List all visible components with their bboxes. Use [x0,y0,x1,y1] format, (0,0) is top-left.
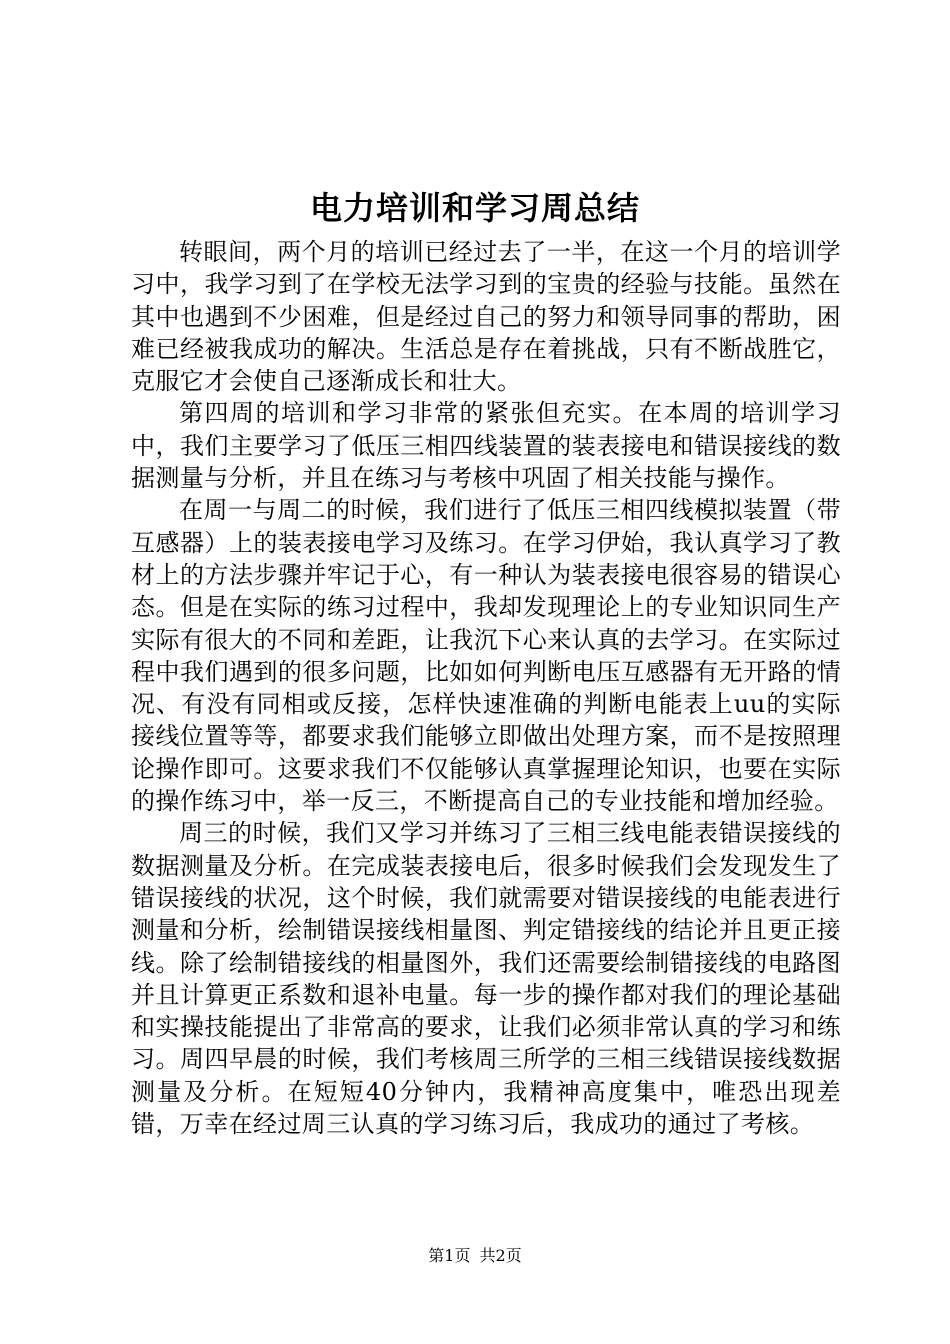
paragraph-4: 周三的时候，我们又学习并练习了三相三线电能表错误接线的数据测量及分析。在完成装表接电后，很多时候我们会发现发生了错误接线的状况，这个时候，我们就需要对错误接线的电能表进行测量和分析，绘制错误接线相量图、判定错接线的结论并且更正接线。除了绘制错接线的相量图外，我们还需要绘制错接线的电路图并且计算更正系数和退补电量。每一步的操作都对我们的理论基础和实操技能提出了非常高的要求，让我们必须非常认真的学习和练习。周四早晨的时候，我们考核周三所学的三相三线错误接线数据测量及分析。在短短40分钟内，我精神高度集中，唯恐出现差错，万幸在经过周三认真的学习练习后，我成功的通过了考核。 [131,819,841,1139]
paragraph-2: 第四周的培训和学习非常的紧张但充实。在本周的培训学习中，我们主要学习了低压三相四线装置的装表接电和错误接线的数据测量与分析，并且在练习与考核中巩固了相关技能与操作。 [131,399,841,493]
document-body [131,236,841,1140]
page-total: 共2页 [479,1246,522,1265]
page-footer [0,1244,950,1268]
page-title: 电力培训和学习周总结 [309,189,640,227]
paragraph-3: 在周一与周二的时候，我们进行了低压三相四线模拟装置（带互感器）上的装表接电学习及练习。在学习伊始，我认真学习了教材上的方法步骤并牢记于心，有一种认为装表接电很容易的错误心态。但是在实际的练习过程中，我却发现理论上的专业知识同生产实际有很大的不同和差距，让我沉下心来认真的去学习。在实际过程中我们遇到的很多问题，比如如何判断电压互感器有无开路的情况、有没有同相或反接，怎样快速准确的判断电能表上uu的实际接线位置等等，都要求我们能够立即做出处理方案，而不是按照理论操作即可。这要求我们不仅能够认真掌握理论知识，也要在实际的操作练习中，举一反三，不断提高自己的专业技能和增加经验。 [131,496,841,816]
paragraph-1: 转眼间，两个月的培训已经过去了一半，在这一个月的培训学习中，我学习到了在学校无法学习到的宝贵的经验与技能。虽然在其中也遇到不少困难，但是经过自己的努力和领导同事的帮助，困难已经被我成功的解决。生活总是存在着挑战，只有不断战胜它，克服它才会使自己逐渐成长和壮大。 [131,238,841,396]
page-number: 第1页 [428,1246,471,1265]
